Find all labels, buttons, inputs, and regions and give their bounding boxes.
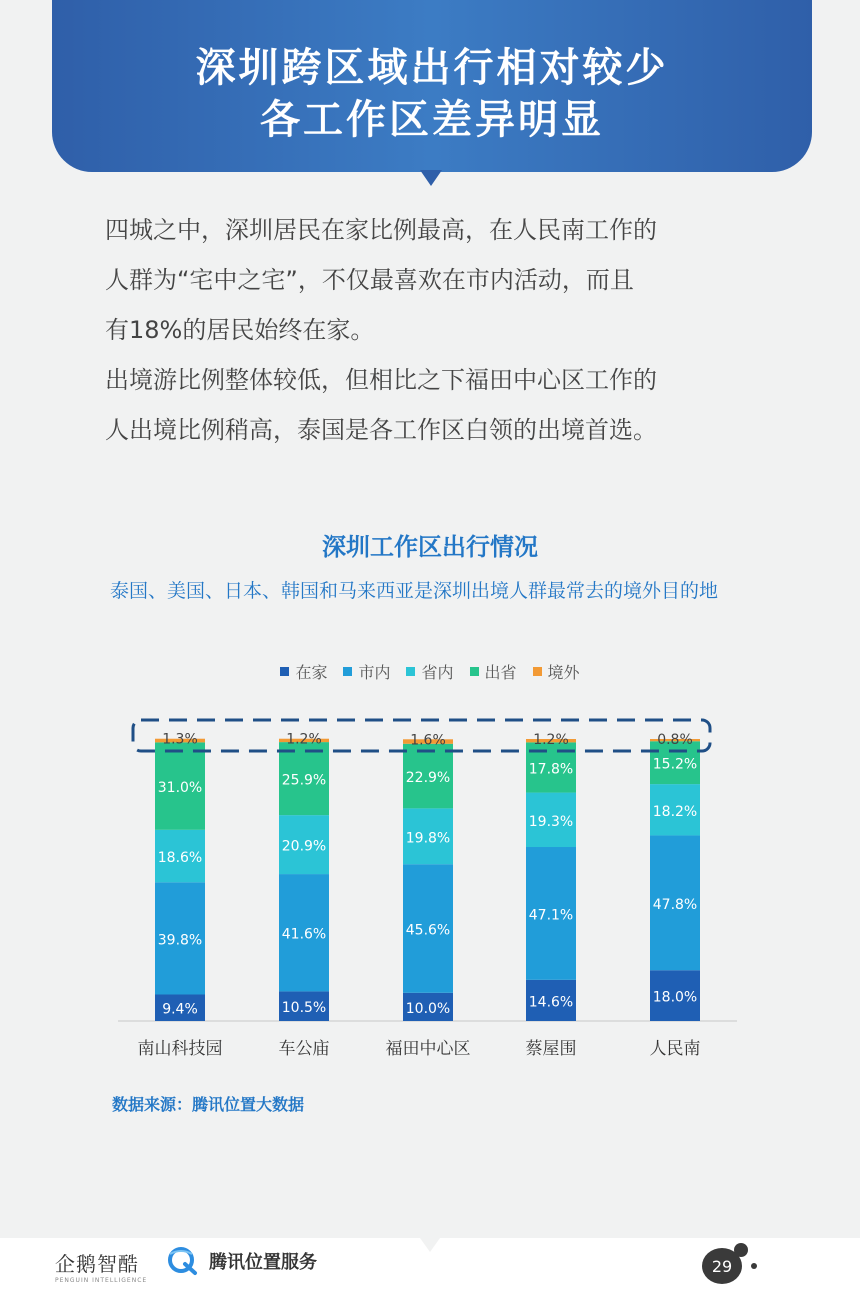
penguin-intelligence-logo [55,1248,147,1284]
data-label: 47.8% [652,896,698,913]
data-label: 19.8% [405,830,451,847]
data-label: 18.6% [157,850,203,867]
category-label: 南山科技园 [137,1039,223,1059]
legend-swatch [280,667,289,676]
data-label: 1.3% [162,731,198,748]
legend-label: 出省 [484,663,517,682]
data-label: 18.2% [652,803,698,820]
paragraph-line: 人群为“宅中之宅”，不仅最喜欢在市内活动，而且 [105,266,634,294]
chart-subtitle: 泰国、美国、日本、韩国和马来西亚是深圳出境人群最常去的境外目的地 [110,580,719,602]
legend-label: 境外 [547,663,580,682]
data-label: 41.6% [281,926,327,943]
tencent-location-logo [165,1246,317,1276]
paragraph-line: 出境游比例整体较低，但相比之下福田中心区工作的 [105,366,657,394]
legend-item [470,660,517,683]
data-label: 15.2% [652,756,698,773]
data-label: 17.8% [528,761,574,778]
data-label: 25.9% [281,772,327,789]
logo1-main-text: 企鹅智酷 [55,1252,139,1276]
data-label: 47.1% [528,907,574,924]
stacked-bar-chart [0,700,860,1070]
data-label: 18.0% [652,989,698,1006]
data-label: 1.2% [286,731,322,748]
category-label: 福田中心区 [385,1039,471,1059]
legend-swatch [343,667,352,676]
category-label: 车公庙 [278,1039,330,1059]
legend-label: 省内 [421,663,454,682]
category-label: 蔡屋围 [525,1039,577,1059]
data-label: 31.0% [157,780,203,797]
page-title-line1: 深圳跨区域出行相对较少 [195,45,669,91]
footer-pointer [420,1238,440,1252]
data-label: 1.6% [410,732,446,749]
legend-label: 在家 [295,663,328,682]
legend-item [533,660,580,683]
data-label: 10.5% [281,1000,327,1017]
data-label: 10.0% [405,1000,451,1017]
legend-swatch [470,667,479,676]
data-label: 0.8% [657,732,693,748]
data-label: 20.9% [281,838,327,855]
location-service-icon [165,1246,201,1276]
logo2-text: 腾讯位置服务 [209,1252,317,1273]
page-number: 29 [702,1248,742,1284]
banner-pointer [420,170,442,186]
data-label: 1.2% [533,732,569,748]
data-label: 19.3% [528,813,574,830]
chart-legend [0,660,860,683]
legend-item [406,660,453,683]
decorative-dot [751,1263,757,1269]
category-label: 人民南 [649,1039,701,1059]
paragraph-line: 有18%的居民始终在家。 [105,316,375,344]
data-label: 45.6% [405,922,451,939]
decorative-dot [734,1243,748,1257]
data-label: 14.6% [528,994,574,1011]
paragraph-line: 四城之中，深圳居民在家比例最高，在人民南工作的 [105,216,657,244]
legend-swatch [533,667,542,676]
paragraph-line: 人出境比例稍高，泰国是各工作区白领的出境首选。 [105,416,657,444]
chart-title: 深圳工作区出行情况 [322,533,538,561]
data-label: 9.4% [162,1001,198,1018]
data-label: 22.9% [405,770,451,787]
data-label: 39.8% [157,932,203,949]
logo1-sub-text: PENGUIN INTELLIGENCE [55,1277,148,1284]
legend-label: 市内 [358,663,391,682]
legend-item [343,660,390,683]
data-source: 数据来源：腾讯位置大数据 [112,1095,305,1114]
page-title-line2: 各工作区差异明显 [260,97,604,143]
legend-swatch [406,667,415,676]
legend-item [280,660,327,683]
